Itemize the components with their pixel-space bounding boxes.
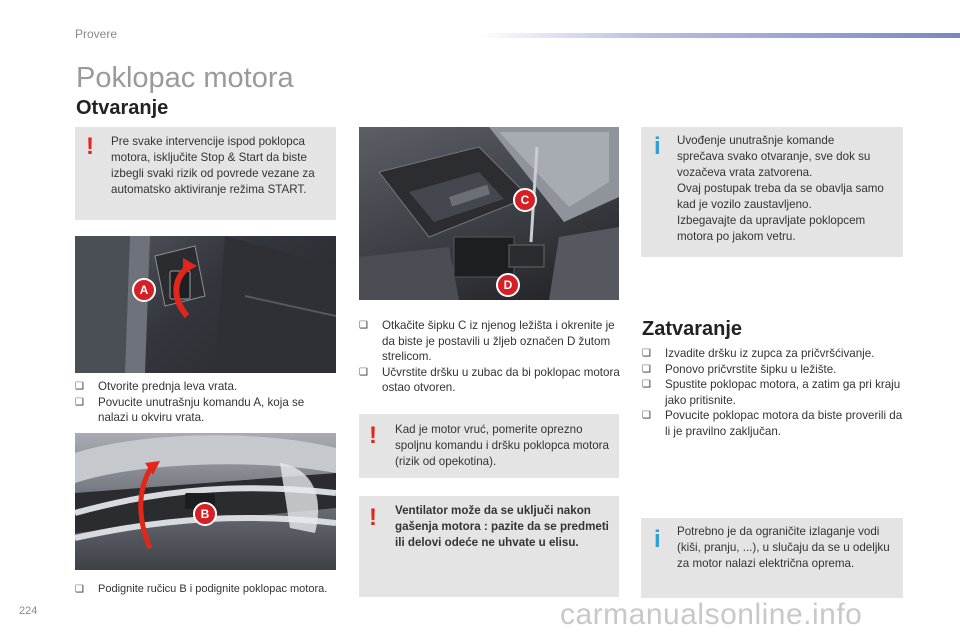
warning-box-hot-engine — [359, 414, 619, 478]
page-title: Poklopac motora — [76, 62, 294, 94]
steps-open-door — [75, 379, 337, 426]
warning-text: Pre svake intervencije ispod poklopca motora, isključite Stop & Start da biste izbegli svaki rizik od povrede vezane za automatsko aktiviranje režima START. — [111, 135, 315, 196]
section-label: Provere — [75, 27, 118, 41]
warning-icon: ! — [369, 422, 377, 449]
checkbox-icon: ❑ — [75, 381, 84, 392]
list-item: ❑ Učvrstite dršku u zubac da bi poklopac motora ostao otvoren. — [359, 365, 620, 394]
list-item: ❑ Otvorite prednja leva vrata. — [75, 380, 238, 393]
list-item: ❑ Otkačite šipku C iz njenog ležišta i okrenite je da biste je postavili u žljeb označen D žutom strelicom. — [359, 319, 615, 363]
photo-grille-lever — [75, 433, 336, 570]
subtitle-closing: Zatvaranje — [642, 318, 743, 340]
checkbox-icon: ❑ — [642, 410, 651, 421]
list-item: ❑ Izvadite dršku iz zupca za pričvršćivanje. — [642, 347, 875, 360]
checkbox-icon: ❑ — [642, 379, 651, 390]
engine-bay-illustration — [359, 127, 619, 300]
info-box-water — [641, 518, 903, 598]
info-icon: i — [654, 526, 661, 553]
callout-d: D — [496, 273, 520, 297]
watermark: carmanualsonline.info — [560, 598, 863, 631]
checkbox-icon: ❑ — [359, 320, 368, 331]
steps-close-hood — [642, 346, 904, 439]
warning-text: Ventilator može da se uključi nakon gašenja motora : pazite da se predmeti ili delovi odeće ne uhvate u elisu. — [395, 504, 609, 549]
photo-door-lever — [75, 236, 336, 373]
checkbox-icon: ❑ — [642, 348, 651, 359]
header-decor-bar — [478, 33, 960, 38]
subtitle-opening: Otvaranje — [76, 97, 169, 119]
warning-box-stop-start — [75, 127, 336, 220]
list-item: ❑ Podignite ručicu B i podignite poklopac motora. — [75, 582, 337, 598]
list-item: ❑ Spustite poklopac motora, a zatim ga pri kraju jako pritisnite. — [642, 378, 901, 407]
warning-box-fan — [359, 496, 619, 597]
warning-text: Kad je motor vruć, pomerite oprezno spoljnu komandu i dršku poklopca motora (rizik od opekotina). — [395, 423, 609, 468]
callout-a: A — [132, 278, 156, 302]
callout-b: B — [193, 502, 217, 526]
warning-icon: ! — [86, 133, 94, 160]
checkbox-icon: ❑ — [359, 366, 368, 378]
info-text: Potrebno je da ograničite izlaganje vodi (kiši, pranju, ...), u slučaju da se u odeljku za motor nalazi električna oprema. — [677, 525, 890, 570]
photo-engine-bay — [359, 127, 619, 300]
checkbox-icon: ❑ — [642, 363, 651, 375]
page-number: 224 — [19, 605, 38, 617]
info-icon: i — [654, 133, 661, 160]
list-item: ❑ Ponovo pričvrstite šipku u ležište. — [642, 362, 837, 376]
door-lever-illustration — [75, 236, 336, 373]
warning-icon: ! — [369, 504, 377, 531]
steps-lift-hood — [75, 582, 337, 598]
steps-support-rod — [359, 318, 621, 396]
list-item: ❑ Povucite unutrašnju komandu A, koja se nalazi u okviru vrata. — [75, 395, 305, 424]
info-text: Uvođenje unutrašnje komande sprečava svako otvaranje, sve dok su vozačeva vrata zatvorena. Ovaj postupak treba da se obavlja samo kad je vozilo zaustavljeno. Izbegavajte da upravljate poklopcem motora po jakom vetru. — [677, 134, 884, 243]
checkbox-icon: ❑ — [75, 396, 84, 408]
list-item: ❑ Povucite poklopac motora da biste proverili da li je pravilno zaključan. — [642, 409, 903, 438]
info-box-door-interlock — [641, 127, 903, 257]
checkbox-icon: ❑ — [75, 584, 84, 595]
callout-c: C — [513, 188, 537, 212]
